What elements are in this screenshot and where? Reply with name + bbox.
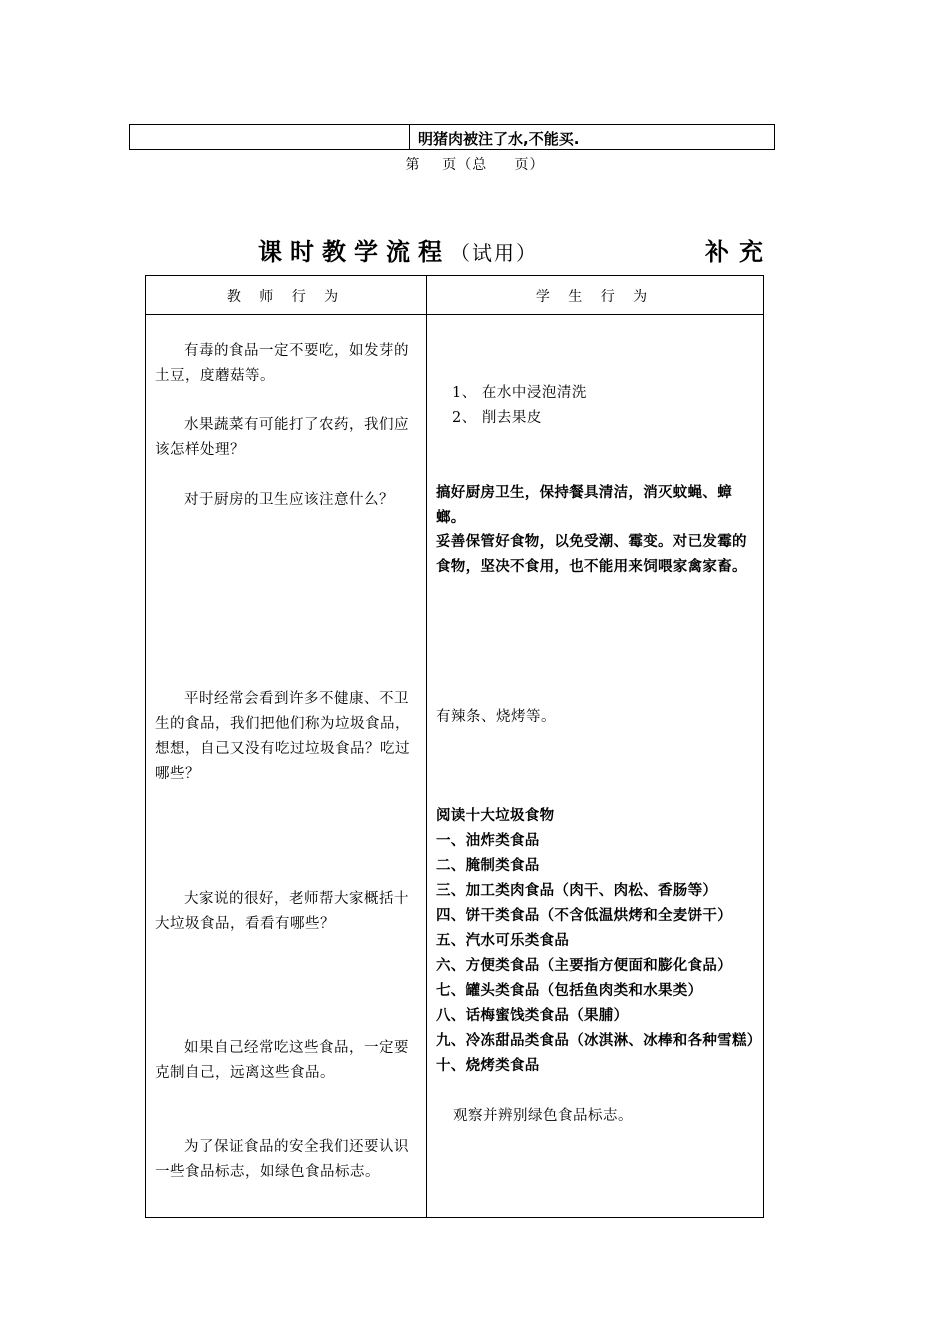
student-junk-answer: 有辣条、烧烤等。	[436, 709, 556, 725]
student-kitchen-answer: 妥善保管好食物，以免受潮、霉变。对已发霉的食物，坚决不食用，也不能用来饲喂家禽家畜。	[436, 534, 747, 575]
page-title	[258, 232, 538, 267]
top-table-divider	[409, 125, 410, 149]
junk-food-list	[436, 804, 762, 1079]
junk-food-item: 二、腌制类食品	[436, 858, 540, 874]
teacher-paragraph: 平时经常会看到许多不健康、不卫生的食品，我们把他们称为垃圾食品，想想，自己又没有吃过垃圾食品？吃过哪些？	[155, 691, 410, 782]
top-table-text: 明猪肉被注了水,不能买.	[418, 130, 580, 148]
column-divider	[426, 276, 427, 1217]
title-subtitle: （试用）	[450, 241, 538, 265]
page-number-footer: 第 页（总 页）	[405, 157, 545, 173]
student-list-item: 2、 削去果皮	[452, 410, 542, 426]
lesson-flow-table	[145, 275, 764, 1218]
title-main-text: 课时教学流程	[258, 237, 450, 266]
page-title-row	[0, 232, 950, 272]
junk-food-list-title: 阅读十大垃圾食物	[436, 808, 555, 824]
student-kitchen-answer: 搞好厨房卫生，保持餐具清洁，消灭蚊蝇、蟑螂。	[436, 485, 732, 526]
teacher-paragraph: 为了保证食品的安全我们还要认识一些食品标志，如绿色食品标志。	[155, 1139, 409, 1180]
junk-food-item: 一、油炸类食品	[436, 833, 540, 849]
junk-food-item: 八、话梅蜜饯类食品（果脯）	[436, 1008, 629, 1024]
junk-food-item: 六、方便类食品（主要指方便面和膨化食品）	[436, 958, 732, 974]
junk-food-item: 九、冷冻甜品类食品（冰淇淋、冰棒和各种雪糕）	[436, 1033, 762, 1049]
student-list-item: 1、 在水中浸泡清洗	[452, 385, 587, 401]
teacher-paragraph: 大家说的很好，老师帮大家概括十大垃圾食品，看看有哪些？	[155, 891, 409, 932]
teacher-paragraph: 有毒的食品一定不要吃，如发芽的土豆，度蘑菇等。	[155, 343, 409, 384]
title-supplement: 补充	[705, 237, 773, 266]
teacher-paragraph: 水果蔬菜有可能打了农药，我们应该怎样处理？	[155, 417, 409, 458]
junk-food-item: 七、罐头类食品（包括鱼肉类和水果类）	[436, 983, 703, 999]
teacher-paragraph: 如果自己经常吃这些食品，一定要克制自己，远离这些食品。	[155, 1040, 409, 1081]
student-observe-answer: 观察并辨别绿色食品标志。	[453, 1108, 633, 1124]
header-divider	[146, 314, 763, 315]
teacher-paragraph: 对于厨房的卫生应该注意什么？	[184, 492, 394, 508]
junk-food-item: 四、饼干类食品（不含低温烘烤和全麦饼干）	[436, 908, 732, 924]
junk-food-item: 五、汽水可乐类食品	[436, 933, 570, 949]
student-column-header: 学 生 行 为	[535, 289, 655, 305]
teacher-column-header: 教 师 行 为	[226, 289, 346, 305]
junk-food-item: 三、加工类肉食品（肉干、肉松、香肠等）	[436, 883, 718, 899]
junk-food-item: 十、烧烤类食品	[436, 1058, 540, 1074]
top-table-fragment	[129, 124, 775, 150]
